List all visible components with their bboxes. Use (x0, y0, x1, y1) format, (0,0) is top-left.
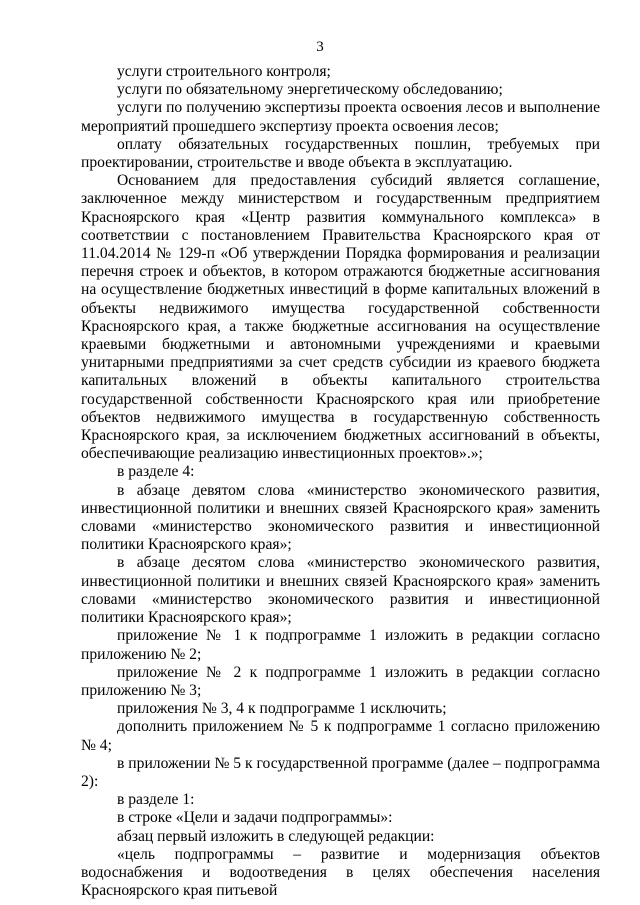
paragraph-3: услуги по получению экспертизы проекта освоения лесов и выполнение мероприятий прошедшего экспертизу проекта освоения лесов; (81, 99, 600, 135)
paragraph-15: в строке «Цели и задачи подпрограммы»: (117, 809, 393, 827)
paragraph-1: услуги строительного контроля; (117, 63, 331, 80)
paragraph-17: «цель подпрограммы – развитие и модернизация объектов водоснабжения и водоотведения в целях обеспечения населения Красноярского края питьевой (81, 845, 600, 900)
paragraph-12: дополнить приложением № 5 к подпрограмме 1 согласно приложению № 4; (81, 718, 600, 754)
paragraph-7: в абзаце девятом слова «министерство экономического развития, инвестиционной политики и внешних связей Красноярского края» заменить словами «министерство экономического развития и инвестиционной политики Красноярского края»; (81, 481, 600, 554)
paragraph-13: в приложении № 5 к государственной программе (далее – подпрограмма 2): (81, 754, 600, 790)
paragraph-10: приложение № 2 к подпрограмме 1 изложить в редакции согласно приложению № 3; (81, 663, 600, 699)
paragraph-2: услуги по обязательному энергетическому обследованию; (117, 81, 503, 99)
paragraph-9: приложение № 1 к подпрограмме 1 изложить в редакции согласно приложению № 2; (81, 627, 600, 663)
paragraph-4: оплату обязательных государственных пошлин, требуемых при проектировании, строительстве и вводе объекта в эксплуатацию. (81, 135, 600, 172)
paragraph-14: в разделе 1: (117, 791, 195, 809)
page-number: 3 (316, 39, 324, 55)
paragraph-6: в разделе 4: (117, 463, 195, 481)
paragraph-11: приложения № 3, 4 к подпрограмме 1 исключить; (117, 700, 447, 718)
document-body (81, 63, 600, 900)
paragraph-8: в абзаце десятом слова «министерство экономического развития, инвестиционной политики и внешних связей Красноярского края» заменить словами «министерство экономического развития и инвестиционной политики Красноярского края»; (81, 554, 600, 627)
paragraph-5: Основанием для предоставления субсидий является соглашение, заключенное между министерством и государственным предприятием Красноярского края «Центр развития коммунального комплекса» в соответствии с постановлением Правительства Красноярского края от 11.04.2014 № 129-п «Об утверждении Порядка формирования и реализации перечня строек и объектов, в котором отражаются бюджетные ассигнования на осуществление бюджетных инвестиций в форме капитальных вложений в объекты недвижимого имущества государственной собственности Красноярского края, а также бюджетные ассигнования на осуществление краевыми бюджетными и автономными учреждениями и краевыми унитарными предприятиями за счет средств субсидии из краевого бюджета капитальных вложений в объекты капитального строительства государственной собственности Красноярского края или приобретение объектов недвижимого имущества в государственную собственность Красноярского края, за исключением бюджетных ассигнований в объекты, обеспечивающие реализацию инвестиционных проектов».»; (81, 172, 600, 463)
paragraph-16: абзац первый изложить в следующей редакции: (117, 827, 435, 845)
